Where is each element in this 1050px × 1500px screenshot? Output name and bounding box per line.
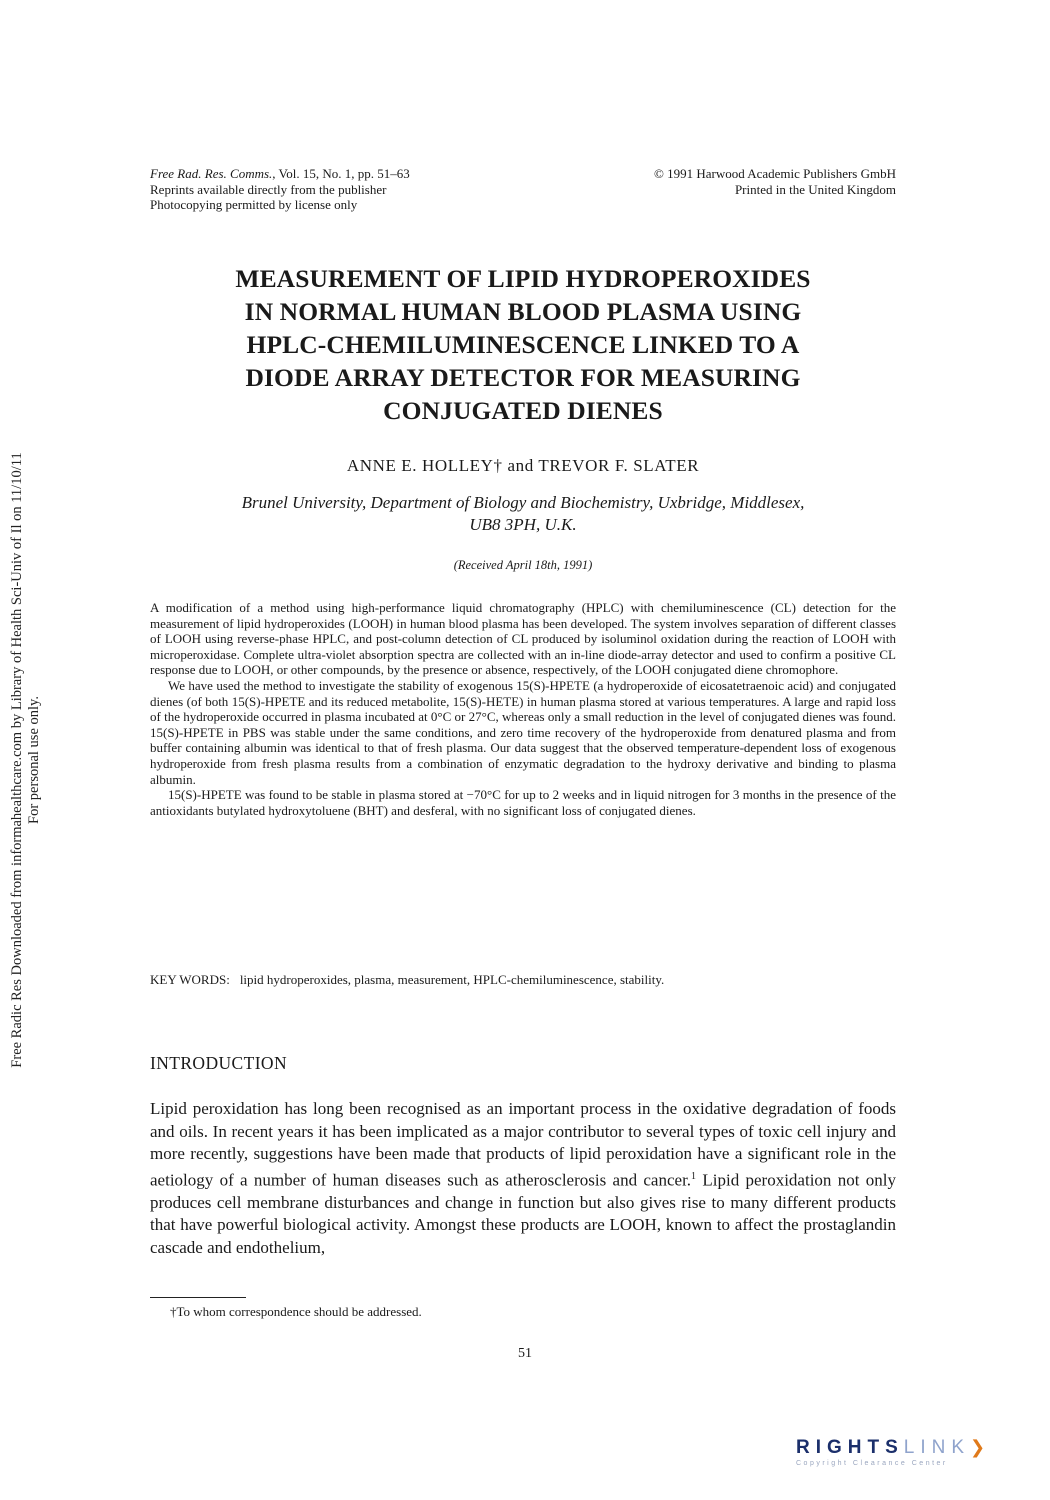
- intro-text-part-2: Lipid peroxidation not only produces cell membrane disturbances and change in function but also gives rise to many different products that have powerful biological activity. Amongst these products are LOOH, known to affect the prostaglandin cascade and endothelium,: [150, 1170, 897, 1257]
- printed-note: Printed in the United Kingdom: [734, 181, 896, 197]
- abstract: [150, 600, 896, 818]
- watermark-line-2: For personal use only.: [26, 696, 42, 824]
- title-line: IN NORMAL HUMAN BLOOD PLASMA USING: [244, 297, 802, 326]
- page-number: 51: [518, 1346, 532, 1361]
- citation-block: [150, 166, 410, 213]
- footnote: †To whom correspondence should be addressed.: [170, 1304, 422, 1319]
- rightslink-logo[interactable]: [796, 1437, 1030, 1479]
- download-watermark: [0, 0, 52, 1500]
- journal-header: [150, 166, 896, 213]
- keywords-label: KEY WORDS:: [150, 972, 230, 987]
- title-line: CONJUGATED DIENES: [383, 396, 663, 425]
- authors: ANNE E. HOLLEY† and TREVOR F. SLATER: [346, 456, 700, 475]
- title-line: MEASUREMENT OF LIPID HYDROPEROXIDES: [235, 264, 811, 293]
- reference-marker[interactable]: 1: [691, 1170, 697, 1182]
- paper-title: [150, 262, 896, 427]
- volume-pages: , Vol. 15, No. 1, pp. 51–63: [272, 166, 410, 181]
- abstract-paragraph: 15(S)-HPETE was found to be stable in plasma stored at −70°C for up to 2 weeks and in liquid nitrogen for 3 months in the presence of the antioxidants butylated hydroxytoluene (BHT) and desferal, with no significant loss of conjugated dienes.: [150, 787, 896, 818]
- title-line: DIODE ARRAY DETECTOR FOR MEASURING: [245, 363, 801, 392]
- copyright-block: [654, 166, 896, 197]
- reprints-note: Reprints available directly from the publisher: [150, 181, 387, 197]
- keywords: [150, 972, 896, 988]
- received-date: (Received April 18th, 1991): [453, 558, 593, 572]
- abstract-paragraph: A modification of a method using high-performance liquid chromatography (HPLC) with chemiluminescence (CL) detection for the measurement of lipid hydroperoxides (LOOH) in human blood plasma has been developed. The system involves separation of different classes of LOOH using reverse-phase HPLC, and post-column detection of CL produced by isoluminol oxidation during the reaction of LOOH with microperoxidase. Complete ultra-violet absorption spectra are collected with an in-line diode-array detector and used to confirm a positive CL response due to LOOH, or other compounds, by the presence or absence, respectively, of the LOOH conjugated diene chromophore.: [150, 600, 896, 678]
- affiliation-line-2: UB8 3PH, U.K.: [469, 515, 577, 534]
- affiliation-line-1: Brunel University, Department of Biology and Biochemistry, Uxbridge, Middlesex,: [241, 493, 805, 512]
- rightslink-tagline: Copyright Clearance Center: [796, 1460, 948, 1467]
- keywords-text: lipid hydroperoxides, plasma, measurement, HPLC-chemiluminescence, stability.: [239, 972, 665, 987]
- abstract-paragraph: We have used the method to investigate the stability of exogenous 15(S)-HPETE (a hydroperoxide of eicosatetraenoic acid) and conjugated dienes (of both 15(S)-HPETE and its reduced metabolite, 15(S)-HETE) in human plasma stored at various temperatures. A large and rapid loss of the hydroperoxide occurred in plasma incubated at 0°C or 27°C, whereas only a small reduction in the level of conjugated dienes was found. 15(S)-HPETE in PBS was stable under the same conditions, and zero time recovery of the hydroperoxide from denatured plasma and from buffer containing albumin was identical to that of fresh plasma. Our data suggest that the observed temperature-dependent loss of exogenous hydroperoxide from fresh plasma results from a combination of enzymatic degradation to the hydroxy derivative and binding to plasma albumin.: [150, 677, 896, 787]
- intro-text-part-1: Lipid peroxidation has long been recognised as an important process in the oxidative degradation of foods and oils. In recent years it has been implicated as a major contributor to several types of toxic cell injury and more recently, suggestions have been made that products of lipid peroxidation have a significant role in the aetiology of a number of human diseases such as atherosclerosis and cancer.: [150, 1099, 896, 1190]
- copyright-notice: © 1991 Harwood Academic Publishers GmbH: [653, 166, 896, 181]
- rightslink-brand-dark: RIGHTS: [796, 1437, 904, 1458]
- watermark-line-1: Free Radic Res Downloaded from informahealthcare.com by Library of Health Sci-Univ of Il on 11/10/11: [9, 452, 25, 1068]
- introduction-paragraph: [150, 1098, 896, 1259]
- journal-name: Free Rad. Res. Comms.: [150, 166, 273, 181]
- section-heading-introduction: INTRODUCTION: [150, 1053, 288, 1073]
- chevron-right-icon: ❯: [970, 1437, 986, 1457]
- affiliation: [150, 492, 896, 536]
- rightslink-brand-light: LINK: [903, 1437, 971, 1458]
- rightslink-wordmark: [796, 1437, 1030, 1459]
- footnote-divider: [150, 1297, 246, 1298]
- photocopying-note: Photocopying permitted by license only: [150, 197, 358, 212]
- journal-citation: [150, 166, 410, 182]
- title-line: HPLC-CHEMILUMINESCENCE LINKED TO A: [246, 330, 800, 359]
